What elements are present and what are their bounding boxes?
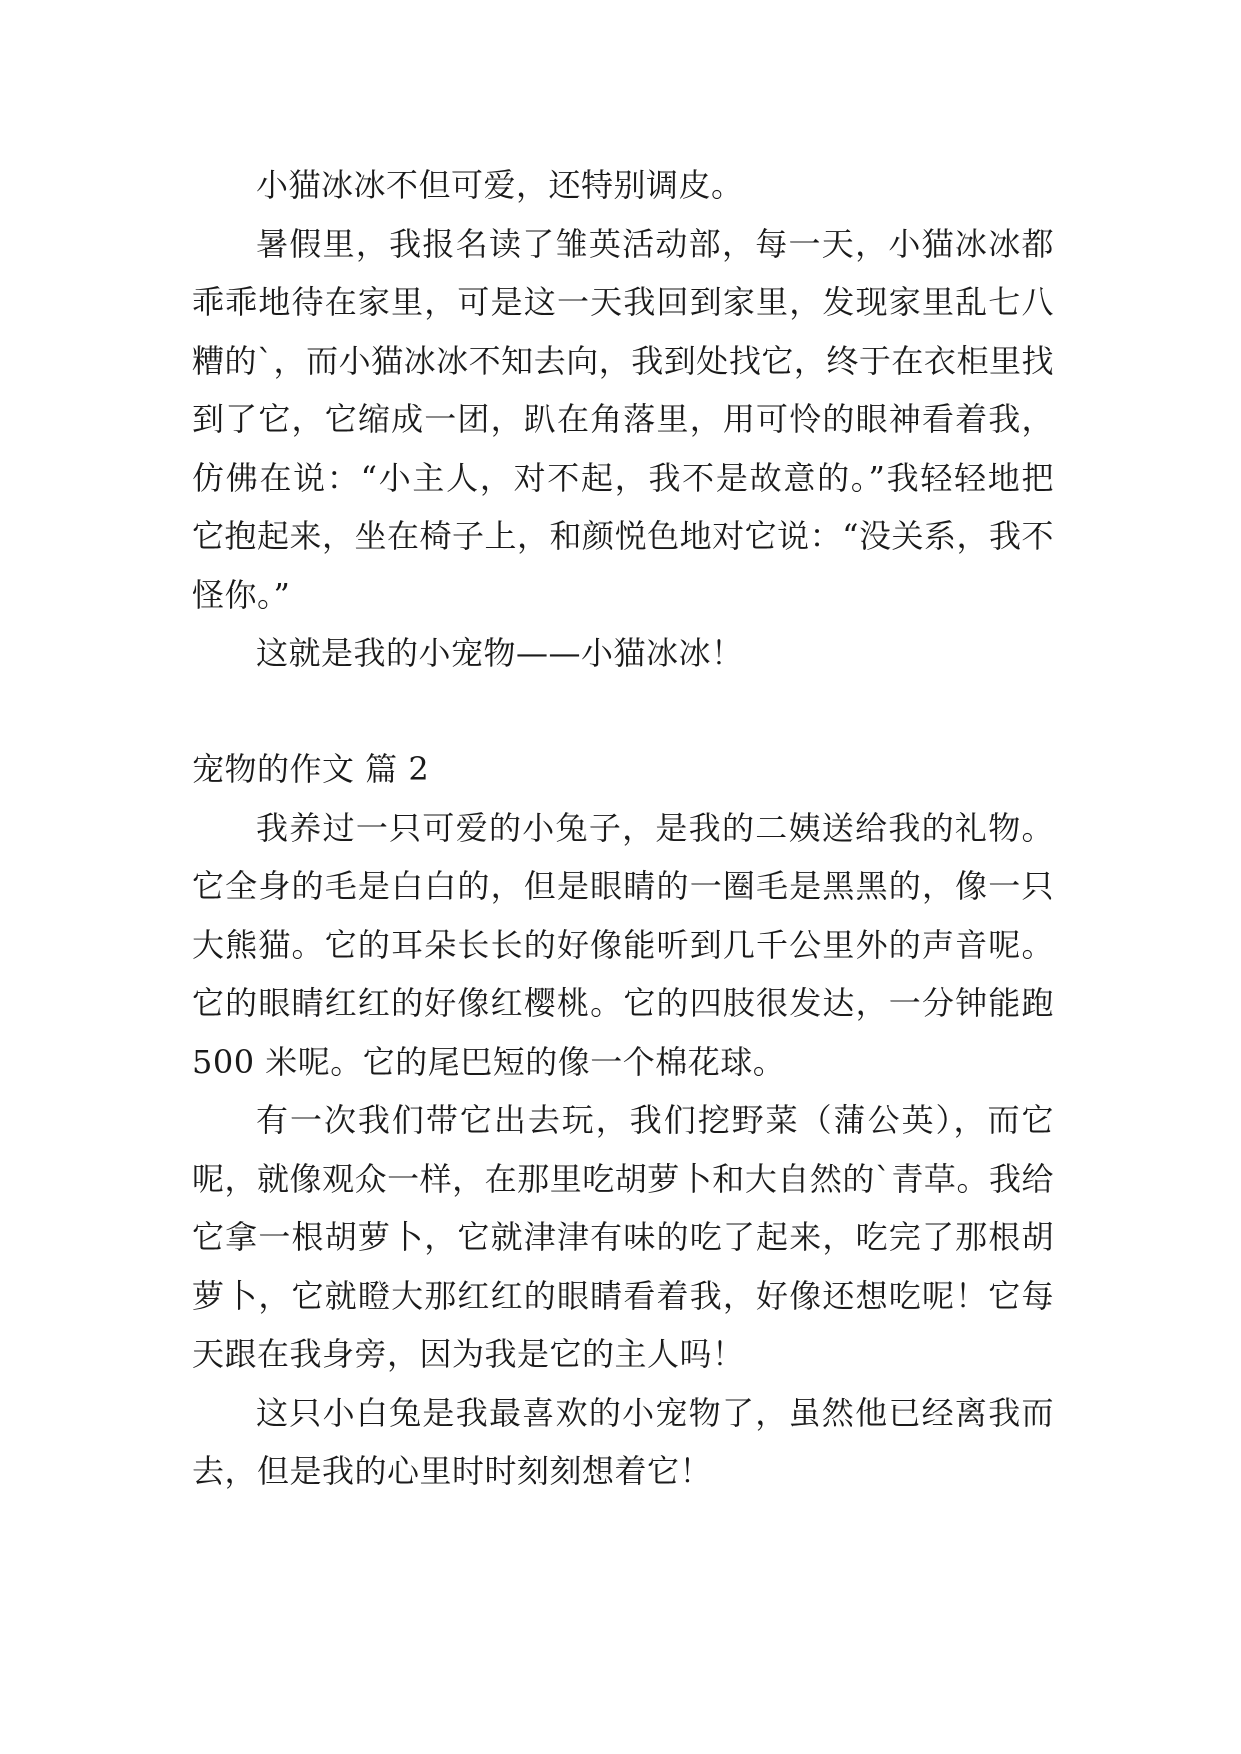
paragraph: 这就是我的小宠物——小猫冰冰！ bbox=[256, 634, 744, 672]
paragraph: 我养过一只可爱的小兔子，是我的二姨送给我的礼物。它全身的毛是白白的，但是眼睛的一圈毛是黑黑的，像一只大熊猫。它的耳朵长长的好像能听到几千公里外的声音呢。它的眼睛红红的好像红樱桃。它的四肢很发达，一分钟能跑 500 米呢。它的尾巴短的像一个棉花球。 bbox=[192, 808, 1054, 1081]
paragraph: 这只小白兔是我最喜欢的小宠物了，虽然他已经离我而去，但是我的心里时时刻刻想着它！ bbox=[192, 1393, 1054, 1490]
paragraph: 有一次我们带它出去玩，我们挖野菜（蒲公英），而它呢，就像观众一样，在那里吃胡萝卜和大自然的`青草。我给它拿一根胡萝卜，它就津津有味的吃了起来，吃完了那根胡萝卜，它就瞪大那红红的眼睛看着我，好像还想吃呢！它每天跟在我身旁，因为我是它的主人吗！ bbox=[192, 1101, 1054, 1373]
paragraph: 暑假里，我报名读了雏英活动部，每一天，小猫冰冰都乖乖地待在家里，可是这一天我回到家里，发现家里乱七八糟的`，而小猫冰冰不知去向，我到处找它，终于在衣柜里找到了它，它缩成一团，趴在角落里，用可怜的眼神看着我，仿佛在说：“小主人，对不起，我不是故意的。”我轻轻地把它抱起来，坐在椅子上，和颜悦色地对它说：“没关系，我不怪你。” bbox=[192, 224, 1054, 614]
essay-section-2 bbox=[192, 740, 1054, 1501]
essay-section-1 bbox=[192, 156, 1054, 683]
section-heading: 宠物的作文 篇 2 bbox=[192, 750, 430, 788]
paragraph: 小猫冰冰不但可爱，还特别调皮。 bbox=[256, 166, 744, 204]
